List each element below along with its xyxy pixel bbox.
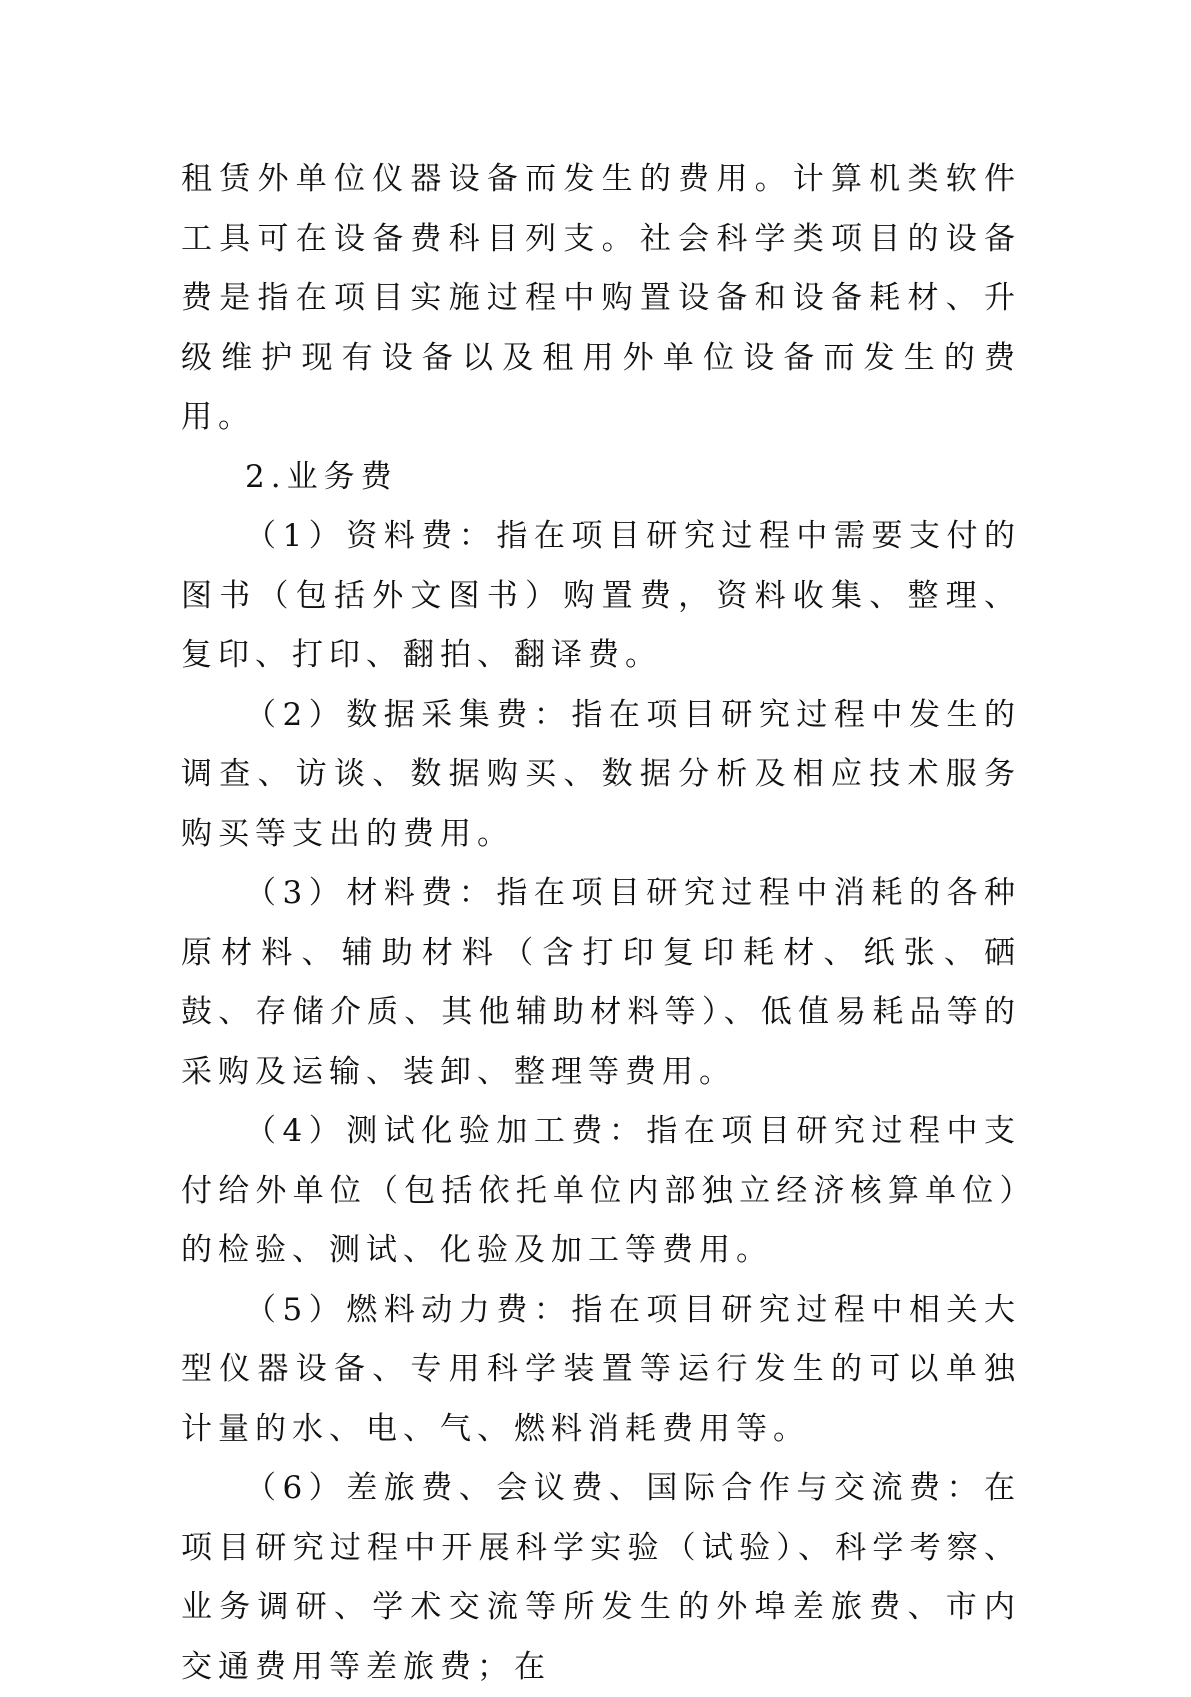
paragraph-testing-fee: （4）测试化验加工费：指在项目研究过程中支付给外单位（包括依托单位内部独立经济核算单位）的检验、测试、化验及加工等费用。 [181, 1113, 1021, 1268]
paragraph-equipment-continued: 租赁外单位仪器设备而发生的费用。计算机类软件工具可在设备费科目列支。社会科学类项目的设备费是指在项目实施过程中购置设备和设备耗材、升级维护现有设备以及租用外单位设备而发生的费用。 [181, 161, 1021, 435]
paragraph-supplies-fee: （3）材料费：指在项目研究过程中消耗的各种原材料、辅助材料（含打印复印耗材、纸张、硒鼓、存储介质、其他辅助材料等）、低值易耗品等的采购及运输、装卸、整理等费用。 [181, 875, 1021, 1090]
document-body [181, 150, 1021, 1697]
paragraph-fuel-power-fee: （5）燃料动力费：指在项目研究过程中相关大型仪器设备、专用科学装置等运行发生的可以单独计量的水、电、气、燃料消耗费用等。 [181, 1291, 1021, 1447]
section-heading-business-fees: 2.业务费 [245, 458, 398, 495]
paragraph-travel-meeting-fee: （6）差旅费、会议费、国际合作与交流费：在项目研究过程中开展科学实验（试验）、科学考察、业务调研、学术交流等所发生的外埠差旅费、市内交通费用等差旅费；在 [181, 1470, 1021, 1685]
paragraph-data-collection-fee: （2）数据采集费：指在项目研究过程中发生的调查、访谈、数据购买、数据分析及相应技术服务购买等支出的费用。 [181, 696, 1021, 852]
paragraph-materials-fee: （1）资料费：指在项目研究过程中需要支付的图书（包括外文图书）购置费，资料收集、整理、复印、打印、翻拍、翻译费。 [181, 518, 1021, 673]
